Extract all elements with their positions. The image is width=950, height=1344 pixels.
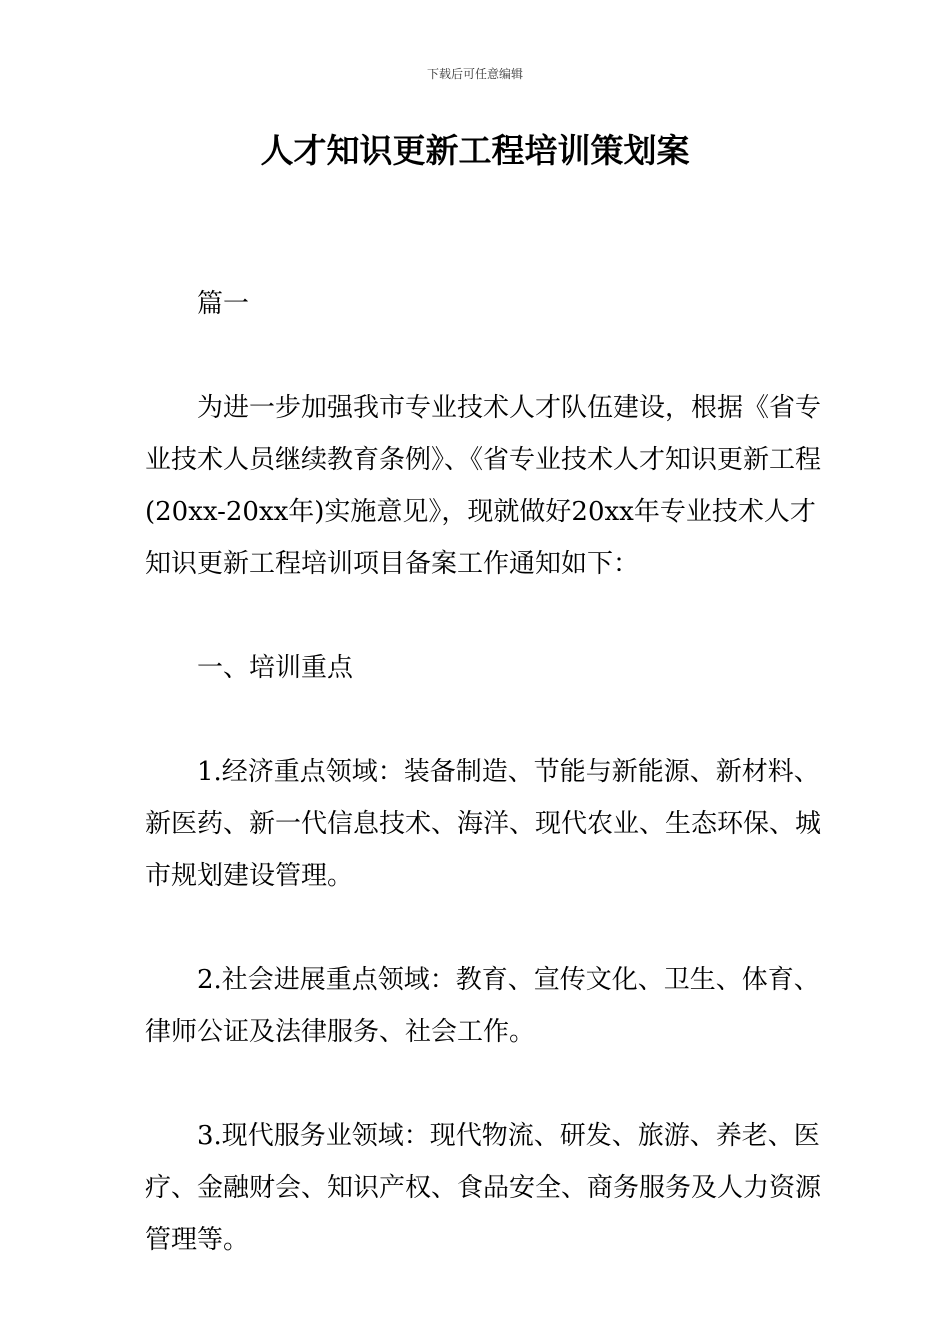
paragraph-gap — [145, 590, 825, 642]
paragraph-gap — [145, 1058, 825, 1110]
paragraph-gap — [145, 694, 825, 746]
document-body — [145, 278, 825, 1266]
paragraph-gap — [145, 330, 825, 382]
list-item-services: 3.现代服务业领域：现代物流、研发、旅游、养老、医疗、金融财会、知识产权、食品安全、商务服务及人力资源管理等。 — [145, 1121, 822, 1255]
document-title: 人才知识更新工程培训策划案 — [260, 131, 690, 170]
list-item-society: 2.社会进展重点领域：教育、宣传文化、卫生、体育、律师公证及法律服务、社会工作。 — [145, 965, 820, 1047]
paragraph-gap — [145, 902, 825, 954]
section-label: 篇一 — [197, 289, 250, 319]
intro-paragraph: 为进一步加强我市专业技术人才队伍建设，根据《省专业技术人员继续教育条例》、《省专业技术人才知识更新工程(20xx-20xx年)实施意见》，现就做好20xx年专业技术人才知识更新工程培训项目备案工作通知如下： — [145, 393, 822, 579]
header-note: 下载后可任意编辑 — [426, 67, 523, 81]
list-item-economy: 1.经济重点领域：装备制造、节能与新能源、新材料、新医药、新一代信息技术、海洋、现代农业、生态环保、城市规划建设管理。 — [145, 757, 822, 891]
heading-training-focus: 一、培训重点 — [197, 653, 354, 683]
